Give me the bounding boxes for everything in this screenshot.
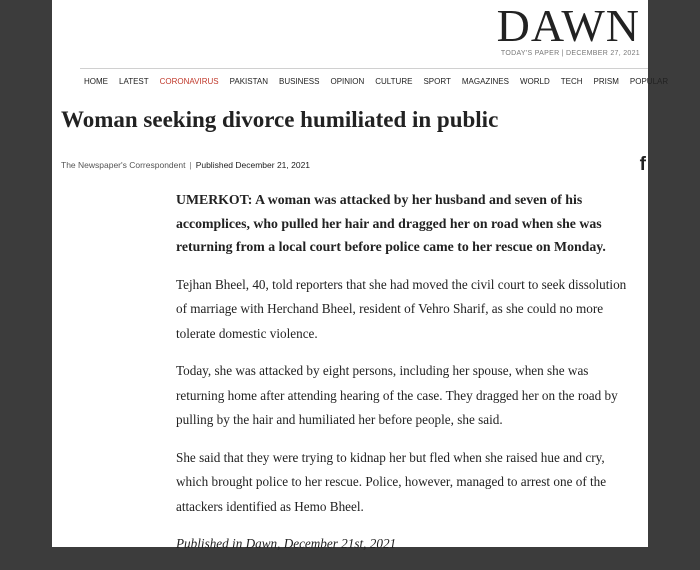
todays-paper-link[interactable]: TODAY'S PAPER | DECEMBER 27, 2021: [500, 50, 640, 57]
nav-item-coronavirus[interactable]: CORONAVIRUS: [159, 77, 219, 86]
nav-item-popular[interactable]: POPULAR: [629, 77, 669, 86]
nav-item-culture[interactable]: CULTURE: [375, 77, 413, 86]
article-paragraph: Tejhan Bheel, 40, told reporters that she had moved the civil court to seek dissolution of marriage with Herchand Bheel, resident of Vehro Sharif, as she could no more tolerate domestic violence.: [176, 276, 627, 341]
nav-item-home[interactable]: HOME: [84, 77, 108, 86]
article-body: [176, 188, 632, 570]
masthead: [496, 0, 640, 57]
byline: [61, 160, 310, 170]
article-footer: Published in Dawn, December 21st, 2021: [176, 536, 397, 551]
nav-item-latest[interactable]: LATEST: [119, 77, 149, 86]
byline-author[interactable]: The Newspaper's Correspondent: [61, 160, 186, 170]
nav-item-world[interactable]: WORLD: [519, 77, 550, 86]
article-headline: Woman seeking divorce humiliated in public: [61, 107, 499, 132]
nav-item-prism[interactable]: PRISM: [593, 77, 619, 86]
nav-divider: [80, 68, 648, 69]
nav-item-pakistan[interactable]: PAKISTAN: [229, 77, 268, 86]
article-paragraph: Today, she was attacked by eight persons, including her spouse, when she was returning home after attending hearing of the case. They dragged her on the road by pulling by the hair and humiliated her before people, she said.: [176, 363, 618, 427]
nav-item-tech[interactable]: TECH: [560, 77, 583, 86]
main-nav: [84, 77, 679, 86]
nav-item-sport[interactable]: SPORT: [423, 77, 451, 86]
dawn-logo[interactable]: DAWN: [496, 0, 640, 51]
article-lead: UMERKOT: A woman was attacked by her husband and seven of his accomplices, who pulled her hair and dragged her on road when she was returning from a local court before police came to her rescue on Monday.: [176, 192, 606, 254]
nav-item-business[interactable]: BUSINESS: [279, 77, 320, 86]
byline-published-date: Published December 21, 2021: [195, 160, 311, 170]
nav-item-opinion[interactable]: OPINION: [330, 77, 365, 86]
nav-item-magazines[interactable]: MAGAZINES: [461, 77, 509, 86]
article-paragraph: She said that they were trying to kidnap her but fled when she raised hue and cry, which brought police to her rescue. Police, however, managed to arrest one of the attackers identified as Hemo Bheel.: [176, 449, 607, 514]
page: [52, 0, 669, 551]
byline-separator: |: [189, 160, 192, 170]
facebook-icon[interactable]: f: [639, 154, 646, 175]
